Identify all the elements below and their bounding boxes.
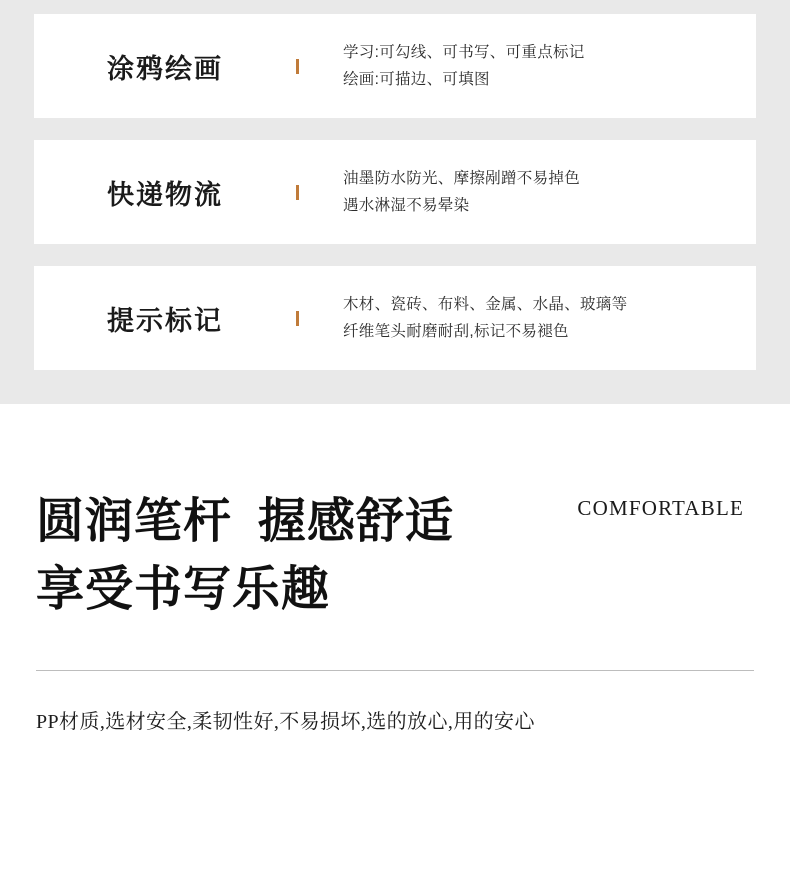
feature-card (34, 266, 756, 370)
bottom-section (0, 404, 790, 734)
accent-divider-icon (296, 311, 299, 326)
accent-divider-icon (296, 59, 299, 74)
feature-section (0, 0, 790, 404)
headline-part-b: 握感舒适 (258, 495, 455, 548)
accent-divider-icon (296, 185, 299, 200)
feature-description (343, 39, 756, 93)
feature-title-wrap (34, 299, 296, 338)
feature-description-line: 学习:可勾线、可书写、可重点标记 (343, 44, 585, 61)
feature-title-wrap (34, 173, 296, 212)
feature-description-line: 木材、瓷砖、布料、金属、水晶、玻璃等 (343, 296, 628, 313)
feature-title-wrap (34, 47, 296, 86)
feature-description-line: 纤维笔头耐磨耐刮,标记不易褪色 (343, 323, 569, 340)
feature-description-line: 绘画:可描边、可填图 (343, 71, 490, 88)
headline-part-a: 圆润笔杆 (36, 495, 233, 548)
feature-description-line: 油墨防水防光、摩擦剐蹭不易掉色 (343, 170, 581, 187)
feature-title: 涂鸦绘画 (107, 53, 223, 84)
feature-card (34, 14, 756, 118)
subcopy-text: PP材质,选材安全,柔韧性好,不易损坏,选的放心,用的安心 (36, 711, 535, 733)
feature-title: 提示标记 (107, 305, 223, 336)
feature-description (343, 165, 756, 219)
feature-card (34, 140, 756, 244)
headline-row (36, 404, 754, 624)
horizontal-divider (36, 670, 754, 671)
headline-line-2: 享受书写乐趣 (36, 563, 331, 616)
feature-title: 快递物流 (107, 179, 223, 210)
eyebrow-text: COMFORTABLE (577, 496, 744, 520)
feature-description-line: 遇水淋湿不易晕染 (343, 197, 470, 214)
feature-description (343, 291, 756, 345)
